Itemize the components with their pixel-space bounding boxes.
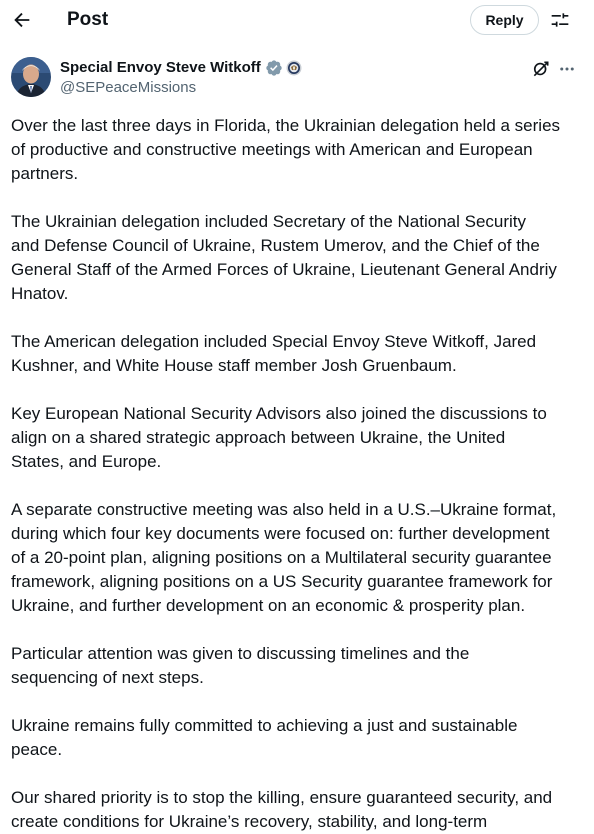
reply-button[interactable]: Reply (470, 5, 539, 35)
profile-photo-icon (11, 57, 51, 97)
back-button[interactable] (6, 4, 38, 36)
more-button[interactable] (556, 58, 578, 80)
tweet-paragraph: The American delegation included Special Envoy Steve Witkoff, Jared Kushner, and White House staff member Josh Gruenbaum. (11, 332, 537, 375)
grok-button[interactable] (530, 58, 552, 80)
author-handle[interactable]: @SEPeaceMissions (60, 79, 197, 96)
tweet-paragraph: Particular attention was given to discussing timelines and the sequencing of next steps. (11, 644, 470, 687)
tweet-paragraph: Over the last three days in Florida, the Ukrainian delegation held a series of productive and constructive meetings with American and European partners. (11, 116, 561, 183)
author-name[interactable]: Special Envoy Steve Witkoff (60, 59, 261, 76)
tweet-paragraph: Our shared priority is to stop the killing, ensure guaranteed security, and create conditions for Ukraine’s recovery, stability, and long-term (11, 788, 553, 831)
avatar[interactable] (11, 57, 51, 97)
grok-icon (531, 59, 551, 79)
arrow-left-icon (11, 9, 33, 31)
tweet-paragraph: The Ukrainian delegation included Secretary of the National Security and Defense Council of Ukraine, Rustem Umerov, and the Chief of the General Staff of the Armed Forces of Ukraine, Lieutenant General Andriy Hnatov. (11, 212, 557, 303)
page-title: Post (67, 9, 109, 30)
sliders-button[interactable] (546, 6, 574, 34)
tweet-paragraph: Key European National Security Advisors also joined the discussions to align on a shared strategic approach between Ukraine, the United States, and Europe. (11, 404, 547, 471)
verified-badge-icon[interactable] (265, 59, 283, 77)
tweet-text (11, 114, 589, 834)
post-header (0, 0, 594, 40)
tweet-paragraph: A separate constructive meeting was also held in a U.S.–Ukraine format, during which four key documents were focused on: further development of a 20-point plan, aligning positions on a Multilateral security guarantee framework, aligning positions on a US Security guarantee framework for Ukraine, and further development on an economic & prosperity plan. (11, 500, 557, 615)
more-icon (558, 60, 576, 78)
government-seal-icon[interactable] (286, 60, 302, 76)
tweet-paragraph: Ukraine remains fully committed to achieving a just and sustainable peace. (11, 716, 518, 759)
author-name-row (60, 58, 302, 78)
sliders-icon (550, 10, 570, 30)
